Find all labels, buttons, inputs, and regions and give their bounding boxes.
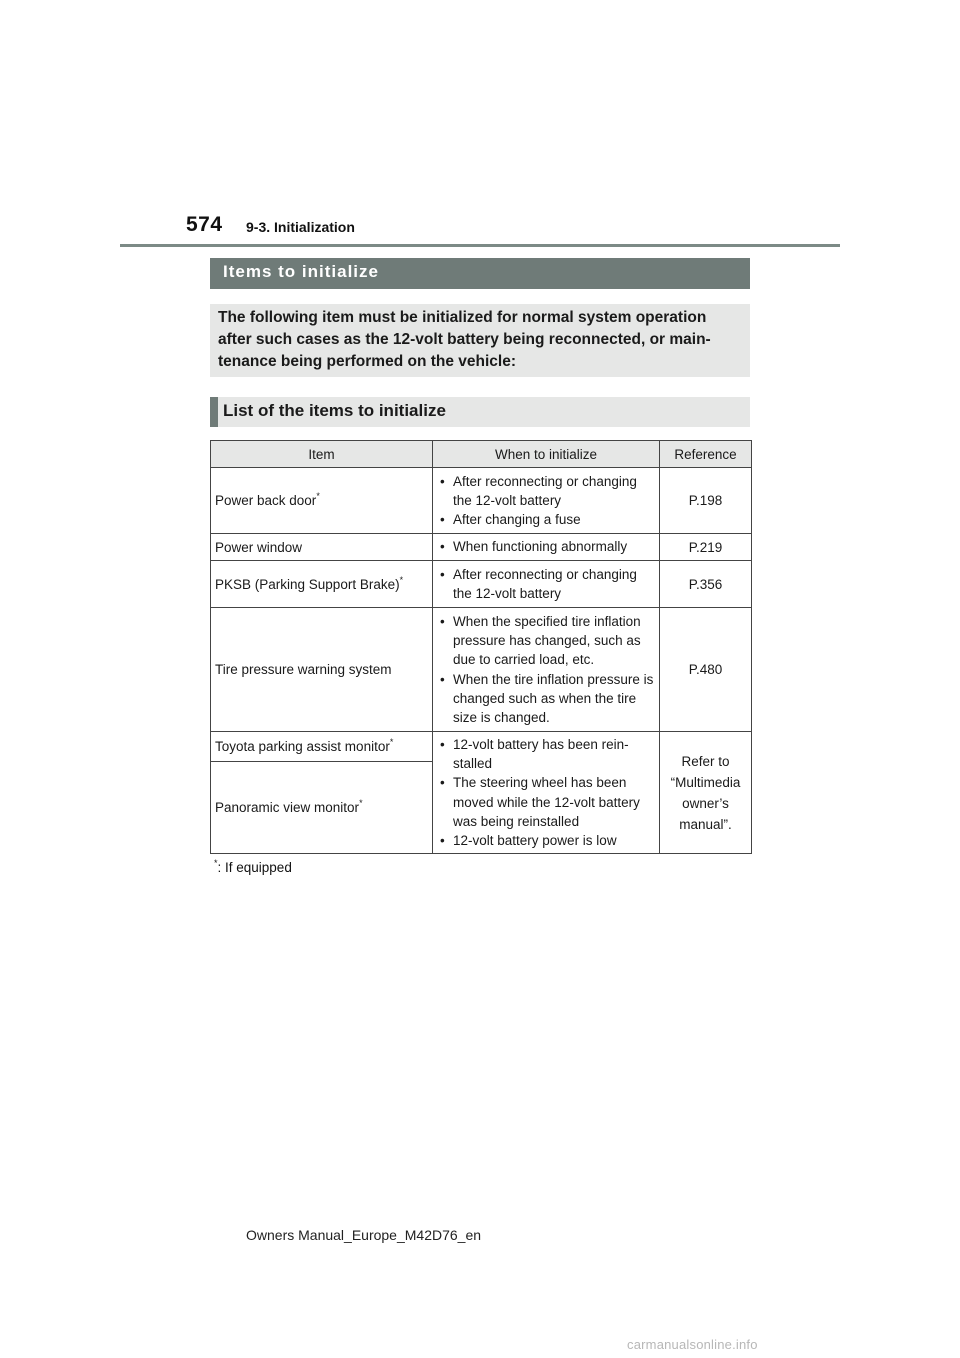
- table-row: [211, 534, 752, 561]
- item-cell: [211, 468, 433, 534]
- page-number: 574: [186, 213, 223, 236]
- footnote-marker: *: [214, 858, 218, 868]
- footnote-marker: *: [316, 491, 320, 501]
- intro-box: [210, 304, 750, 377]
- table-row: [211, 561, 752, 608]
- header-divider: [120, 244, 840, 247]
- item-name: PKSB (Parking Support Brake): [215, 576, 400, 592]
- when-cell: [433, 608, 660, 732]
- reference-cell: P.198: [660, 468, 752, 534]
- list-item: • After reconnecting or changing the 12-volt battery: [437, 565, 655, 603]
- list-item: • When functioning abnormally: [437, 537, 655, 556]
- column-header-when: When to initialize: [433, 441, 660, 468]
- item-name: Tire pressure warning system: [215, 662, 392, 677]
- list-item: • When the tire inflation pressure is changed such as when the tire size is changed.: [437, 670, 655, 728]
- footnote-text: : If equipped: [217, 860, 292, 875]
- intro-line: tenance being performed on the vehicle:: [218, 353, 517, 370]
- list-item: • After reconnecting or changing the 12-volt battery: [437, 472, 655, 510]
- table-header-row: [211, 441, 752, 468]
- item-cell: [211, 762, 433, 854]
- item-name: Panoramic view monitor: [215, 800, 360, 816]
- section-heading: Items to initialize: [210, 258, 750, 289]
- list-item: • 12-volt battery has been rein-stalled: [437, 735, 655, 773]
- item-cell: [211, 732, 433, 762]
- item-name: Toyota parking assist monitor: [215, 739, 390, 755]
- list-item: • The steering wheel has been moved while the 12-volt battery was being reinstalled: [437, 773, 655, 831]
- footnote-marker: *: [399, 574, 404, 585]
- list-item: • When the specified tire inflation pressure has changed, such as due to carried load, etc.: [437, 612, 655, 670]
- item-cell: [211, 534, 433, 561]
- subheading: List of the items to initialize: [210, 397, 750, 427]
- intro-line: after such cases as the 12-volt battery being reconnected, or main-: [218, 331, 711, 348]
- reference-cell: P.219: [660, 534, 752, 561]
- reference-cell: P.480: [660, 608, 752, 732]
- table-row: [211, 732, 752, 762]
- initialization-table: [210, 440, 752, 854]
- reference-cell: P.356: [660, 561, 752, 608]
- column-header-reference: Reference: [660, 441, 752, 468]
- column-header-item: Item: [211, 441, 433, 468]
- table-row: [211, 608, 752, 732]
- footnote-marker: *: [359, 798, 363, 809]
- when-cell: [433, 561, 660, 608]
- footnote-marker: *: [389, 737, 394, 748]
- item-name: Power window: [215, 539, 303, 555]
- footnote: [214, 860, 292, 875]
- list-item: • After changing a fuse: [437, 510, 655, 529]
- watermark: carmanualsonline.info: [627, 1337, 758, 1352]
- item-name: Power back door: [215, 493, 317, 508]
- list-item: • 12-volt battery power is low: [437, 831, 655, 850]
- item-cell: [211, 561, 433, 608]
- when-cell: [433, 534, 660, 561]
- item-cell: [211, 608, 433, 732]
- intro-line: The following item must be initialized for normal system operation: [218, 309, 707, 326]
- when-cell: [433, 468, 660, 534]
- section-title: 9-3. Initialization: [246, 219, 355, 235]
- when-cell: [433, 732, 660, 854]
- table-row: [211, 468, 752, 534]
- reference-cell: Refer to “Multimedia owner’s manual”.: [660, 732, 752, 854]
- footer-manual-id: Owners Manual_Europe_M42D76_en: [246, 1227, 482, 1243]
